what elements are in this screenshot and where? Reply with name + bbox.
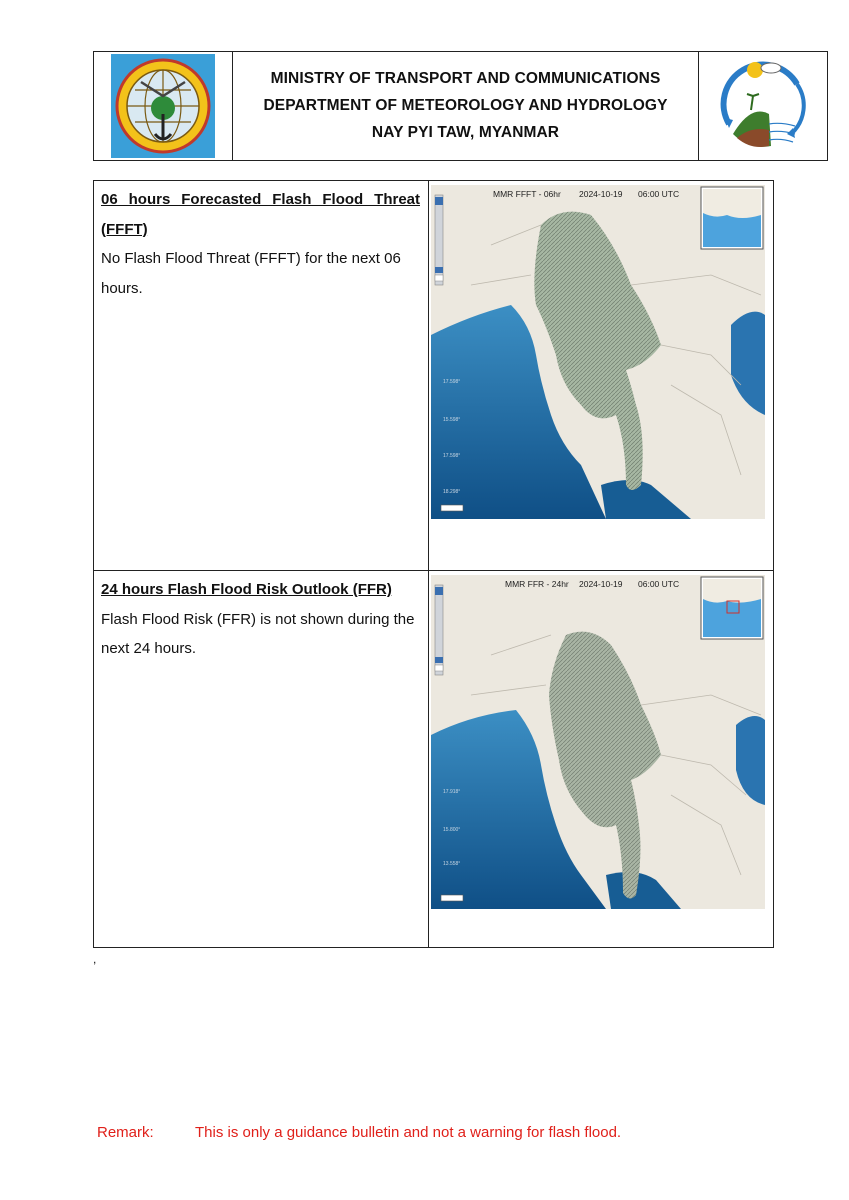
- left-logo-cell: [94, 52, 233, 160]
- table-row: [94, 181, 773, 571]
- letterhead-title: [233, 52, 699, 160]
- department-name: DEPARTMENT OF METEOROLOGY AND HYDROLOGY: [263, 97, 668, 114]
- letterhead: [93, 51, 828, 161]
- ffft-text-cell: [94, 181, 429, 570]
- ffr-map[interactable]: [431, 575, 765, 909]
- ffr-text-cell: [94, 571, 429, 947]
- remark-label: Remark:: [97, 1124, 154, 1141]
- ffft-map-date: 2024-10-19: [579, 189, 623, 199]
- ffr-map-image: [431, 575, 765, 909]
- table-row: [94, 571, 773, 947]
- ffft-body: No Flash Flood Threat (FFFT) for the next 06 hours.: [101, 250, 401, 297]
- ffft-map-time: 06:00 UTC: [638, 189, 680, 199]
- forecast-table: [93, 180, 774, 948]
- lat-label: 15.800°: [443, 827, 461, 833]
- remark: [97, 1124, 621, 1141]
- ffr-map-title: MMR FFR - 24hr: [505, 579, 569, 589]
- ministry-name: MINISTRY OF TRANSPORT AND COMMUNICATIONS: [270, 70, 661, 87]
- ffft-map[interactable]: [431, 185, 765, 519]
- remark-text: This is only a guidance bulletin and not a warning for flash flood.: [195, 1124, 622, 1141]
- lat-label: 17.918°: [443, 789, 461, 795]
- right-logo-cell: [699, 52, 827, 160]
- lat-label: 17.598°: [443, 379, 461, 385]
- stray-comma: ,: [93, 952, 97, 966]
- lat-label: 15.598°: [443, 417, 461, 423]
- lat-label: 13.558°: [443, 861, 461, 867]
- lat-label: 18.298°: [443, 489, 461, 495]
- ffr-body: Flash Flood Risk (FFR) is not shown during the next 24 hours.: [101, 610, 415, 657]
- ffr-heading: 24 hours Flash Flood Risk Outlook (FFR): [101, 581, 392, 598]
- ffr-map-date: 2024-10-19: [579, 579, 623, 589]
- ffft-map-title: MMR FFFT - 06hr: [493, 189, 561, 199]
- ffft-map-image: [431, 185, 765, 519]
- location: NAY PYI TAW, MYANMAR: [371, 124, 560, 141]
- lat-label: 17.598°: [443, 453, 461, 459]
- ministry-emblem-icon: [111, 54, 215, 158]
- ffr-map-time: 06:00 UTC: [638, 579, 680, 589]
- ffft-heading: 06 hours Forecasted Flash Flood Threat (FFFT): [101, 191, 420, 238]
- hydrological-cycle-icon: [711, 54, 815, 158]
